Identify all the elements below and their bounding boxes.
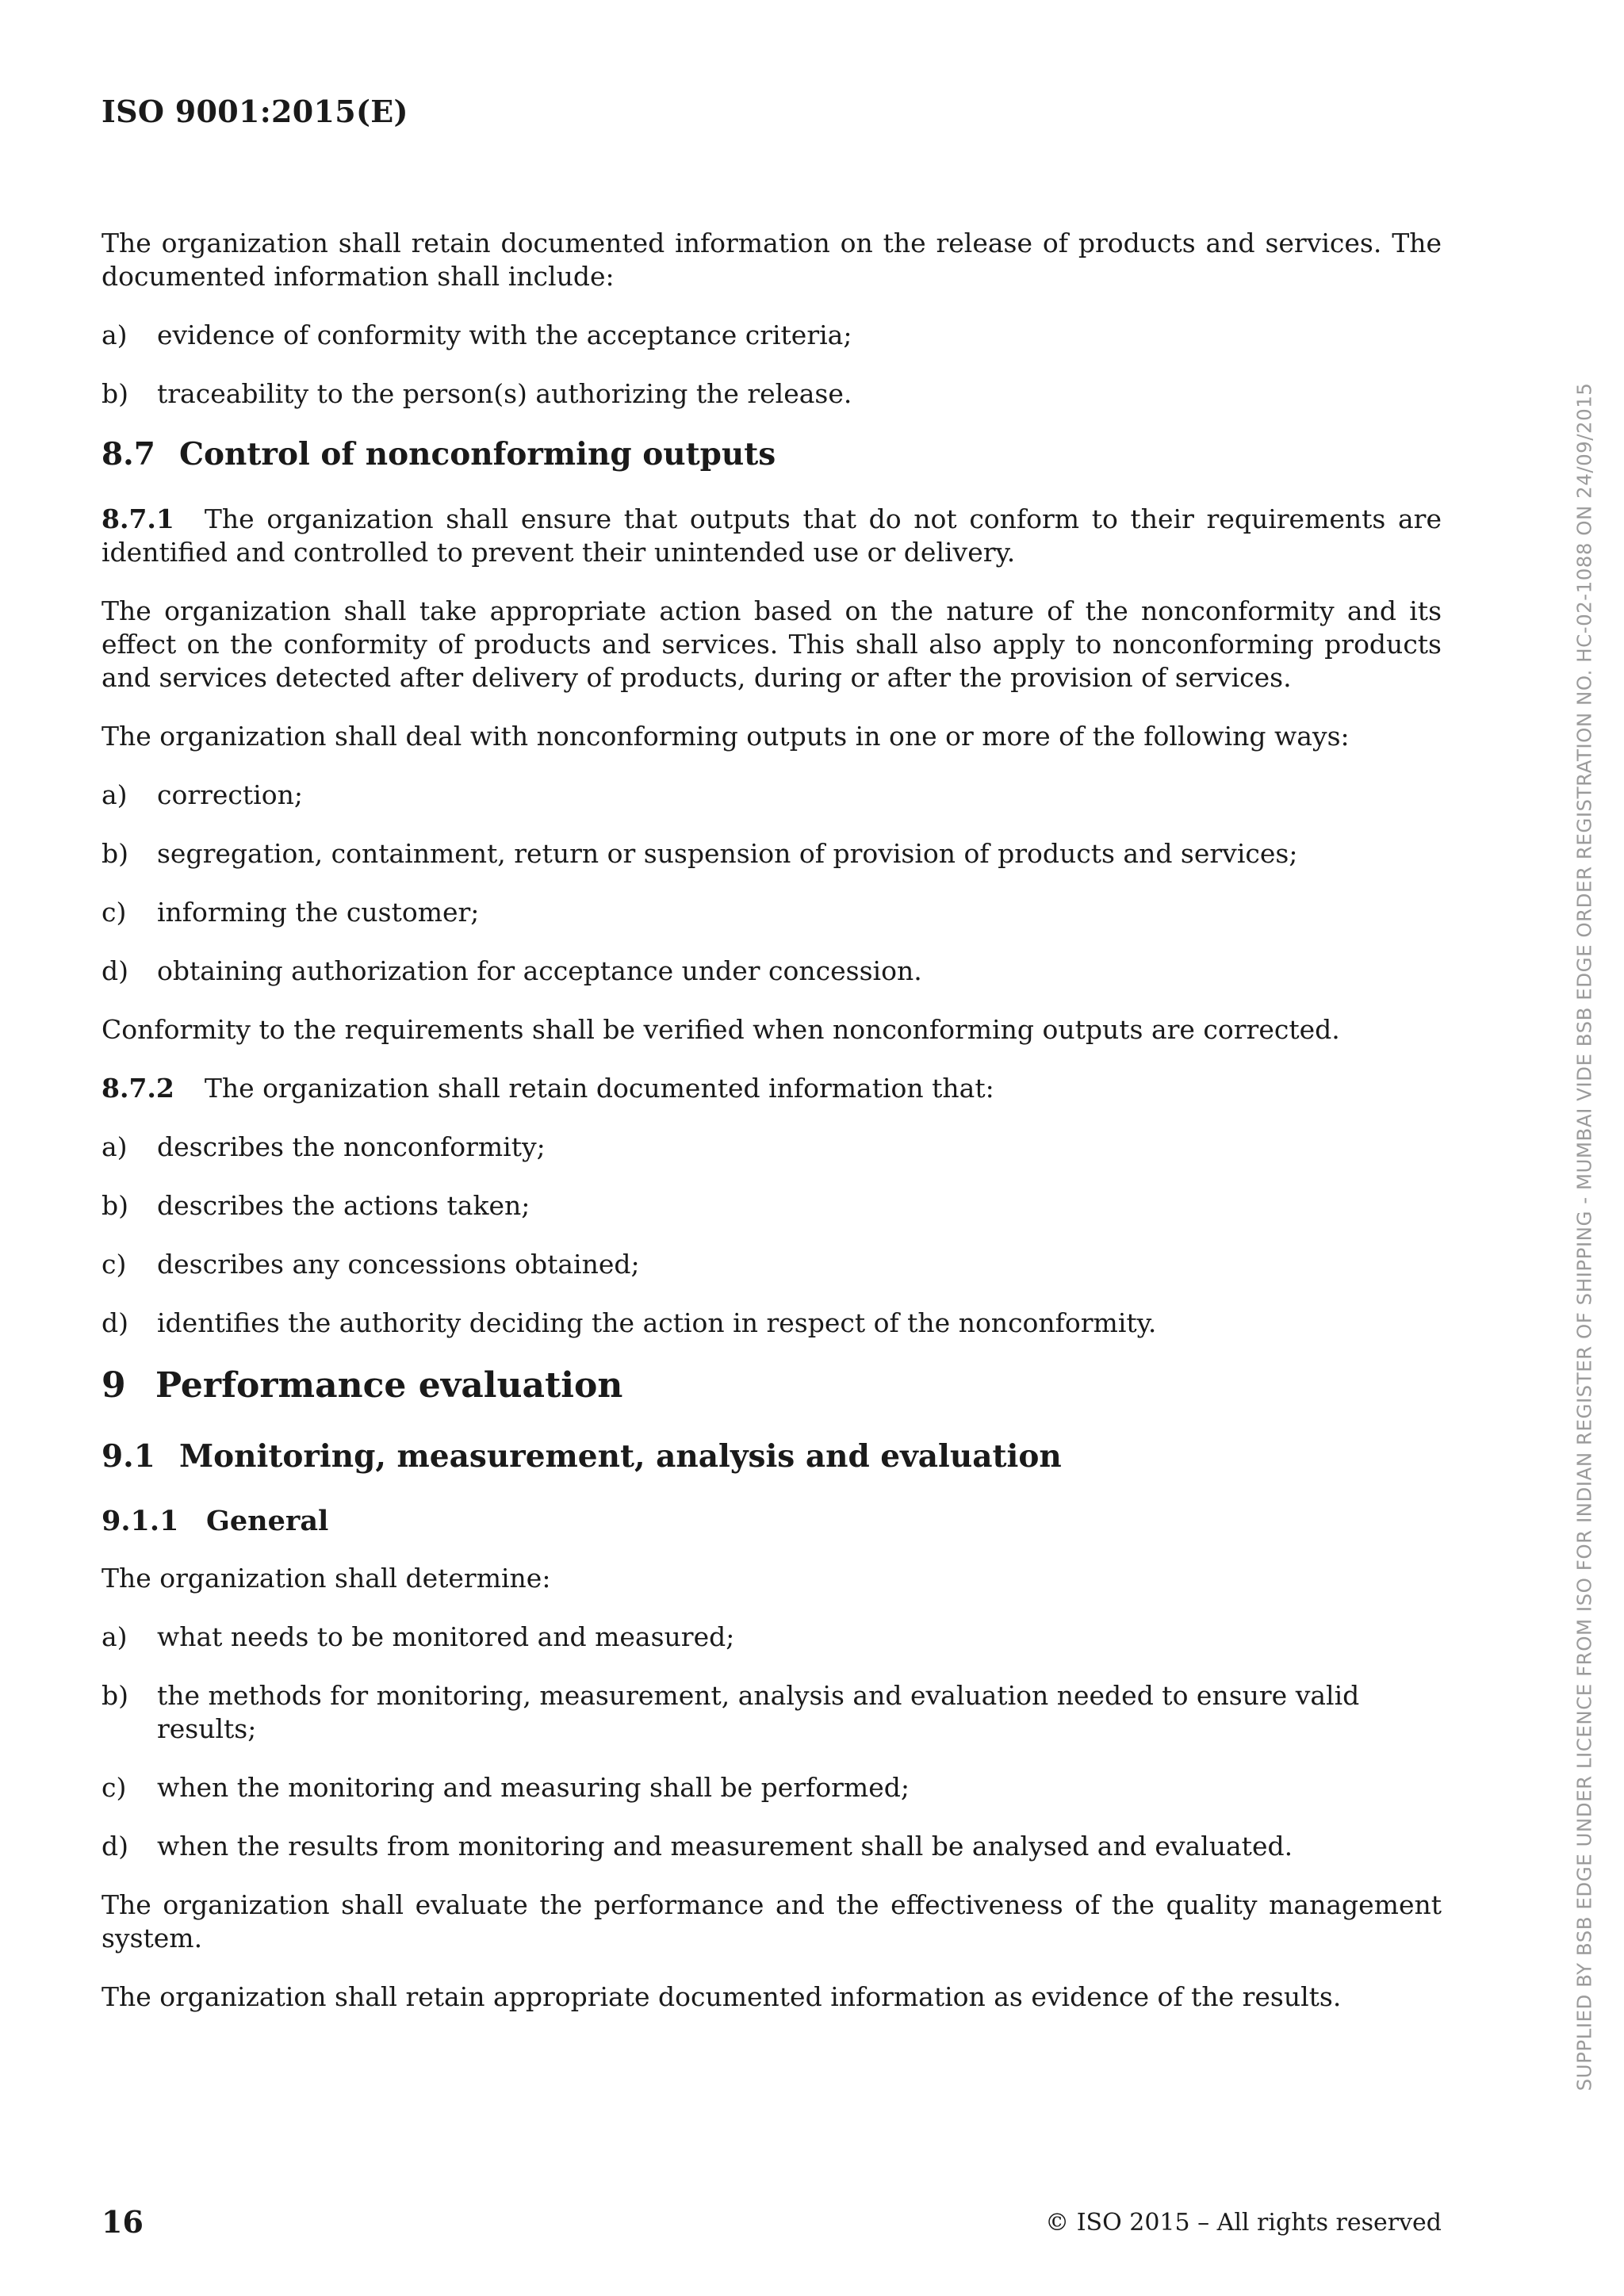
- list-text: describes the nonconformity;: [157, 1131, 546, 1162]
- list-label: c): [102, 1772, 127, 1803]
- subsection-title: General: [206, 1505, 329, 1537]
- list-item: [102, 319, 1442, 352]
- list-text: identifies the authority deciding the action in respect of the nonconformity.: [157, 1307, 1157, 1338]
- list-label: d): [102, 1831, 128, 1862]
- list-item: [102, 1830, 1442, 1863]
- list-label: b): [102, 378, 128, 409]
- list-text: evidence of conformity with the acceptance criteria;: [157, 320, 852, 350]
- section-heading-9-1: [102, 1438, 1442, 1475]
- clause-number: 8.7.2: [102, 1073, 174, 1104]
- list-item: [102, 1189, 1442, 1223]
- document-header: ISO 9001:2015(E): [102, 94, 408, 129]
- clause-number: 8.7.1: [102, 503, 174, 534]
- licence-watermark: SUPPLIED BY BSB EDGE UNDER LICENCE FROM ISO FOR INDIAN REGISTER OF SHIPPING - MUMBAI VIDE BSB EDGE ORDER REGISTRATION NO. HC-02-1088 ON 24/09/2015: [1572, 382, 1596, 2091]
- list-text: what needs to be monitored and measured;: [157, 1621, 735, 1652]
- paragraph: The organization shall retain appropriate documented information as evidence of the results.: [102, 1981, 1342, 2012]
- list-label: c): [102, 897, 127, 928]
- list-item: [102, 1248, 1442, 1281]
- section-title: Monitoring, measurement, analysis and evaluation: [179, 1438, 1062, 1475]
- list-item: [102, 837, 1442, 871]
- paragraph: The organization shall evaluate the performance and the effectiveness of the quality management system.: [102, 1889, 1442, 1954]
- chapter-title: Performance evaluation: [155, 1365, 623, 1406]
- list-label: a): [102, 1131, 128, 1162]
- list-item: [102, 377, 1442, 411]
- paragraph: The organization shall deal with nonconforming outputs in one or more of the following ways:: [102, 721, 1350, 752]
- list-label: d): [102, 1307, 128, 1338]
- list-item: [102, 955, 1442, 988]
- list-item: [102, 1307, 1442, 1340]
- section-number: 9.1: [102, 1438, 155, 1475]
- list-text: segregation, containment, return or suspension of provision of products and services;: [157, 838, 1298, 869]
- list-text: traceability to the person(s) authorizing the release.: [157, 378, 852, 409]
- list-text: describes the actions taken;: [157, 1190, 530, 1221]
- list-label: a): [102, 320, 128, 350]
- list-text: correction;: [157, 779, 303, 810]
- list-item: [102, 1131, 1442, 1164]
- clause-8-7-1: [102, 503, 1442, 569]
- list-item: [102, 1771, 1442, 1804]
- list-item: [102, 896, 1442, 929]
- list-label: b): [102, 1680, 128, 1711]
- section-number: 8.7: [102, 436, 155, 473]
- list-text: describes any concessions obtained;: [157, 1249, 640, 1280]
- list-item: [102, 779, 1442, 812]
- intro-paragraph: The organization shall retain documented information on the release of products and services. The documented information shall include:: [102, 228, 1442, 292]
- list-text: the methods for monitoring, measurement, analysis and evaluation needed to ensure valid results;: [157, 1680, 1360, 1744]
- subsection-number: 9.1.1: [102, 1505, 179, 1537]
- page-content: [102, 227, 1442, 2039]
- page-number: 16: [102, 2204, 144, 2240]
- list-text: obtaining authorization for acceptance under concession.: [157, 955, 922, 986]
- list-label: b): [102, 838, 128, 869]
- list-text: when the monitoring and measuring shall be performed;: [157, 1772, 910, 1803]
- list-label: b): [102, 1190, 128, 1221]
- chapter-heading-9: [102, 1365, 1442, 1406]
- chapter-number: 9: [102, 1365, 126, 1406]
- list-text: when the results from monitoring and measurement shall be analysed and evaluated.: [157, 1831, 1293, 1862]
- section-heading-8-7: [102, 436, 1442, 473]
- copyright-notice: © ISO 2015 – All rights reserved: [1045, 2209, 1442, 2237]
- list-text: informing the customer;: [157, 897, 480, 928]
- clause-text: The organization shall ensure that outputs that do not conform to their requirements are identified and controlled to prevent their unintended use or delivery.: [102, 503, 1442, 568]
- clause-8-7-2: [102, 1072, 1442, 1105]
- list-item: [102, 1621, 1442, 1654]
- list-item: [102, 1679, 1442, 1746]
- paragraph: The organization shall take appropriate action based on the nature of the nonconformity and its effect on the conformity of products and services. This shall also apply to nonconforming products and services detected after delivery of products, during or after the provision of services.: [102, 595, 1442, 693]
- list-label: a): [102, 779, 128, 810]
- section-title: Control of nonconforming outputs: [179, 436, 776, 473]
- list-label: d): [102, 955, 128, 986]
- clause-text: The organization shall retain documented information that:: [204, 1073, 994, 1104]
- paragraph: Conformity to the requirements shall be verified when nonconforming outputs are corrected.: [102, 1014, 1340, 1045]
- paragraph: The organization shall determine:: [102, 1563, 551, 1594]
- subsection-heading-9-1-1: [102, 1505, 1442, 1538]
- list-label: a): [102, 1621, 128, 1652]
- list-label: c): [102, 1249, 127, 1280]
